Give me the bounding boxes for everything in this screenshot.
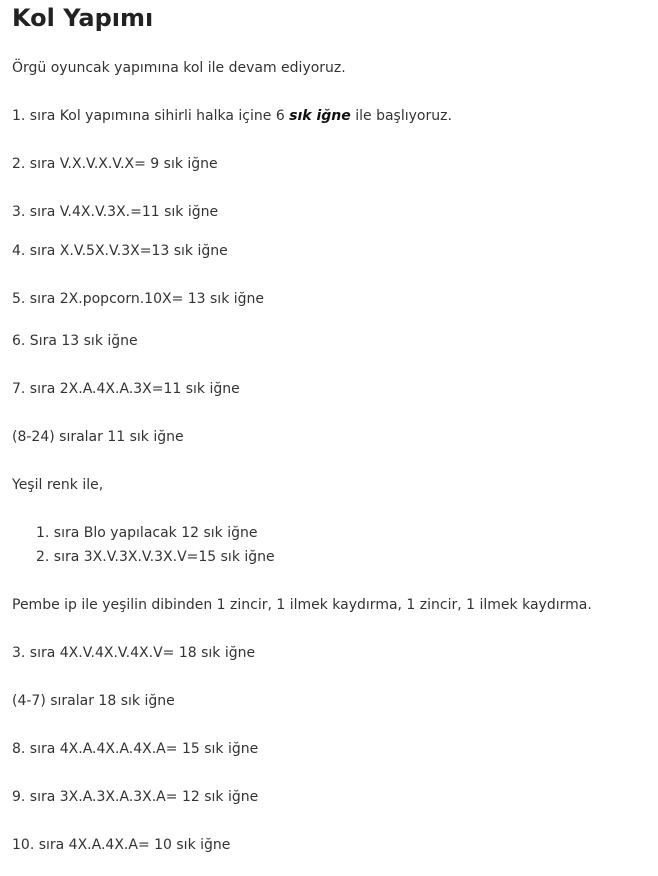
- list-item: 2. sıra 3X.V.3X.V.3X.V=15 sık iğne: [36, 549, 275, 565]
- pink-yarn-instruction: Pembe ip ile yeşilin dibinden 1 zincir, 1 ilmek kaydırma, 1 zincir, 1 ilmek kaydırma.: [12, 597, 592, 613]
- instruction-row-5: 5. sıra 2X.popcorn.10X= 13 sık iğne: [12, 291, 265, 307]
- instruction-row-1-emphasis: sık iğne: [289, 108, 351, 124]
- instruction-row-1: [12, 106, 452, 126]
- instruction-row-3: 3. sıra V.4X.V.3X.=11 sık iğne: [12, 204, 219, 220]
- intro-text: Örgü oyuncak yapımına kol ile devam ediyoruz.: [12, 60, 346, 76]
- pink-instruction-row-9: 9. sıra 3X.A.3X.A.3X.A= 12 sık iğne: [12, 789, 259, 805]
- page-title: Kol Yapımı: [12, 4, 154, 32]
- instruction-row-2: 2. sıra V.X.V.X.V.X= 9 sık iğne: [12, 156, 218, 172]
- list-item: 1. sıra Blo yapılacak 12 sık iğne: [36, 525, 258, 541]
- pink-instruction-row-8: 8. sıra 4X.A.4X.A.4X.A= 15 sık iğne: [12, 741, 259, 757]
- instruction-row-1-after: ile başlıyoruz.: [350, 108, 452, 124]
- instruction-row-6: 6. Sıra 13 sık iğne: [12, 333, 138, 349]
- pink-instruction-row-10: 10. sıra 4X.A.4X.A= 10 sık iğne: [12, 837, 231, 853]
- instruction-row-4: 4. sıra X.V.5X.V.3X=13 sık iğne: [12, 243, 228, 259]
- instruction-row-1-before: 1. sıra Kol yapımına sihirli halka içine 6: [12, 108, 290, 124]
- pink-instruction-row-3: 3. sıra 4X.V.4X.V.4X.V= 18 sık iğne: [12, 645, 256, 661]
- pink-instruction-rows-4-7: (4-7) sıralar 18 sık iğne: [12, 693, 175, 709]
- instruction-rows-8-24: (8-24) sıralar 11 sık iğne: [12, 429, 184, 445]
- green-color-heading: Yeşil renk ile,: [12, 477, 104, 493]
- instruction-row-7: 7. sıra 2X.A.4X.A.3X=11 sık iğne: [12, 381, 240, 397]
